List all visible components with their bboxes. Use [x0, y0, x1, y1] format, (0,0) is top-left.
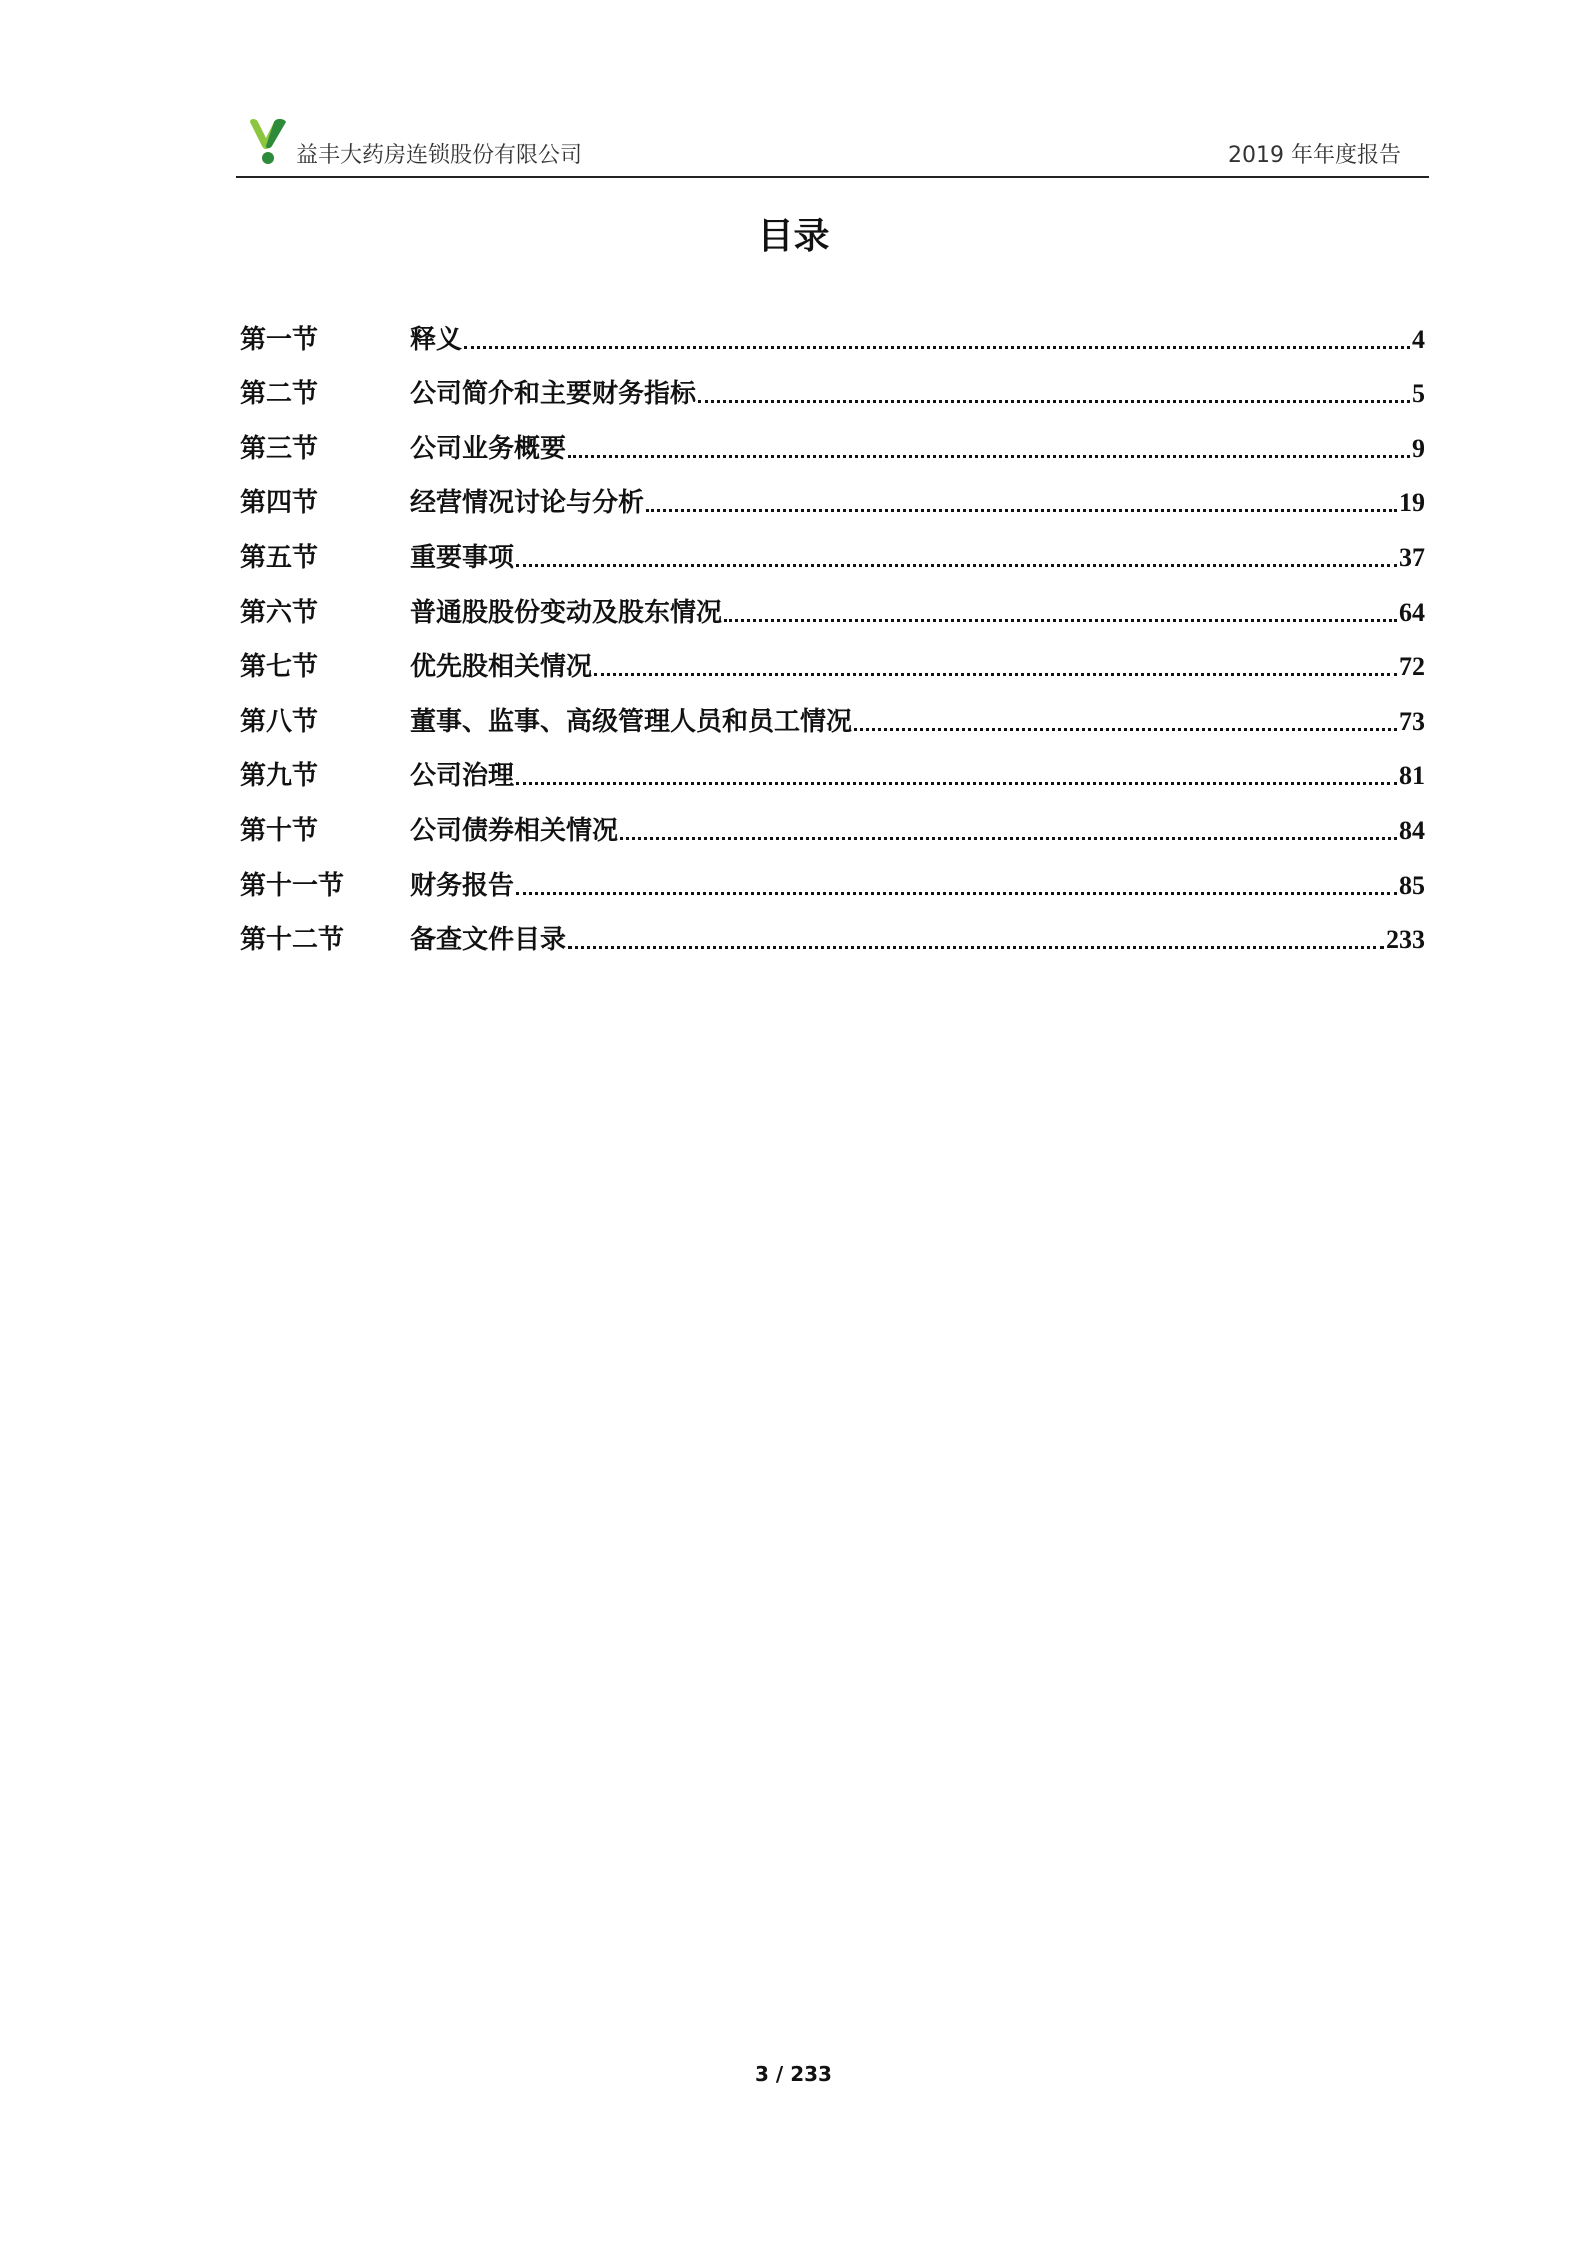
toc-dot-leader	[594, 673, 1397, 676]
toc-section-number: 第十二节	[240, 925, 345, 956]
toc-entry[interactable]	[240, 846, 1425, 901]
toc-page-number: 72	[1399, 652, 1425, 682]
toc-dot-leader	[568, 455, 1410, 458]
toc-section-number: 第十一节	[240, 870, 345, 901]
toc-page-number: 233	[1386, 925, 1425, 955]
page-number-footer: 3 / 233	[755, 2062, 832, 2086]
toc-page-number: 64	[1399, 597, 1425, 627]
toc-dot-leader	[620, 837, 1397, 840]
toc-page-number: 9	[1412, 433, 1425, 463]
toc-title: 目录	[757, 216, 830, 257]
toc-entry-label: 公司业务概要	[410, 433, 567, 464]
toc-entry-label: 经营情况讨论与分析	[410, 488, 645, 519]
toc-entry-label: 董事、监事、高级管理人员和员工情况	[410, 706, 853, 737]
toc-section-number: 第四节	[240, 488, 319, 519]
toc-page-number: 81	[1399, 761, 1425, 791]
toc-entry-label: 优先股相关情况	[410, 652, 593, 683]
toc-entry[interactable]	[240, 464, 1425, 519]
toc-entry[interactable]	[240, 628, 1425, 683]
company-logo-icon	[244, 116, 296, 168]
toc-entry[interactable]	[240, 518, 1425, 573]
toc-section-number: 第六节	[240, 597, 319, 628]
toc-section-number: 第九节	[240, 761, 319, 792]
page-header	[236, 112, 1429, 178]
toc-entry[interactable]	[240, 409, 1425, 464]
toc-entry[interactable]	[240, 573, 1425, 628]
toc-entry[interactable]	[240, 791, 1425, 846]
toc-list	[240, 300, 1425, 955]
toc-section-number: 第三节	[240, 433, 319, 464]
toc-entry-label: 释义	[410, 324, 463, 355]
toc-entry[interactable]	[240, 682, 1425, 737]
toc-dot-leader	[854, 728, 1397, 731]
toc-dot-leader	[698, 400, 1410, 403]
toc-section-number: 第八节	[240, 706, 319, 737]
toc-page-number: 85	[1399, 870, 1425, 900]
toc-entry-label: 公司债券相关情况	[410, 815, 619, 846]
toc-dot-leader	[724, 619, 1397, 622]
toc-page-number: 4	[1412, 324, 1425, 354]
toc-entry-label: 公司治理	[410, 761, 515, 792]
toc-entry[interactable]	[240, 300, 1425, 355]
toc-dot-leader	[516, 564, 1397, 567]
toc-dot-leader	[568, 946, 1384, 949]
toc-section-number: 第五节	[240, 542, 319, 573]
toc-page-number: 73	[1399, 706, 1425, 736]
toc-entry-label: 公司简介和主要财务指标	[410, 379, 697, 410]
toc-entry-label: 财务报告	[410, 870, 515, 901]
company-name: 益丰大药房连锁股份有限公司	[296, 143, 583, 168]
toc-entry-label: 备查文件目录	[410, 925, 567, 956]
toc-section-number: 第十节	[240, 815, 319, 846]
toc-dot-leader	[516, 892, 1397, 895]
toc-entry[interactable]	[240, 355, 1425, 410]
toc-section-number: 第二节	[240, 379, 319, 410]
toc-entry-label: 重要事项	[410, 542, 515, 573]
toc-dot-leader	[464, 346, 1410, 349]
toc-page-number: 5	[1412, 379, 1425, 409]
toc-page-number: 19	[1399, 488, 1425, 518]
toc-entry[interactable]	[240, 901, 1425, 956]
toc-dot-leader	[646, 509, 1397, 512]
toc-entry-label: 普通股股份变动及股东情况	[410, 597, 723, 628]
toc-section-number: 第七节	[240, 652, 319, 683]
toc-page-number: 84	[1399, 815, 1425, 845]
report-title: 2019 年年度报告	[1228, 143, 1401, 168]
toc-entry[interactable]	[240, 737, 1425, 792]
toc-dot-leader	[516, 782, 1397, 785]
toc-section-number: 第一节	[240, 324, 319, 355]
toc-page-number: 37	[1399, 542, 1425, 572]
